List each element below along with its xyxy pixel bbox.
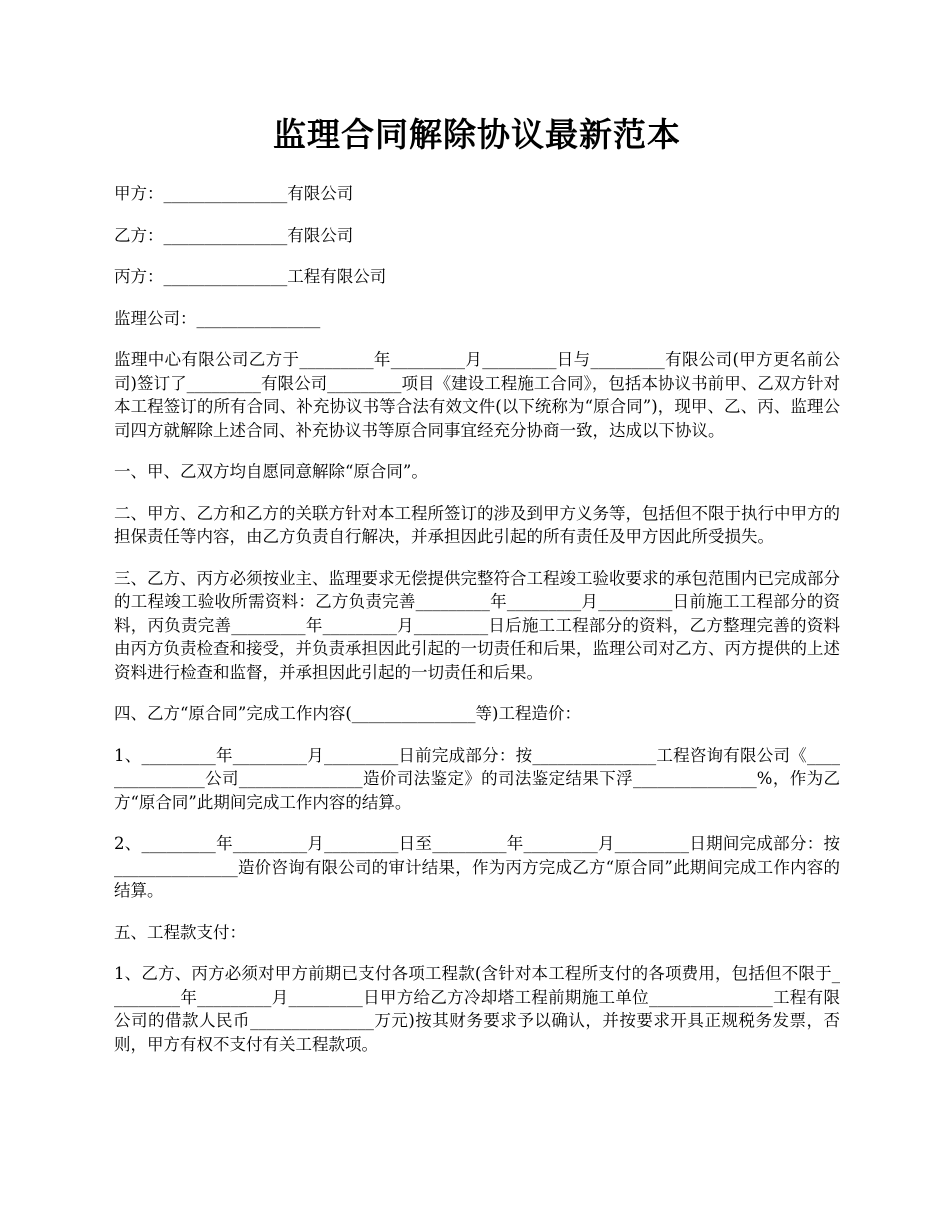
clause-3: 三、乙方、丙方必须按业主、监理要求无偿提供完整符合工程竣工验收要求的承包范围内已完成部分的工程竣工验收所需资料：乙方负责完善_________年_________月_________日前施工工程部分的资料，丙负责完善_________年_________月_________日后施工工程部分的资料，乙方整理完善的资料由丙方负责检查和接受，并负责承担因此引起的一切责任和后果，监理公司对乙方、丙方提供的上述资料进行检查和监督，并承担因此引起的一切责任和后果。 [114,568,840,682]
clause-4-item-2: 2、_________年_________月_________日至_________年_________月_________日期间完成部分：按_______________造价咨询有限公司的审计结果，作为丙方完成乙方“原合同”此期间完成工作内容的结算。 [114,834,840,900]
party-b-line: 乙方：_______________有限公司 [114,225,354,245]
document-title: 监理合同解除协议最新范本 [273,115,681,154]
supervisor-line: 监理公司：_______________ [114,308,321,328]
preamble-paragraph: 监理中心有限公司乙方于_________年_________月_________日与_________有限公司(甲方更名前公司)签订了_________有限公司_________项目《建设工程施工合同》，包括本协议书前甲、乙双方针对本工程签订的所有合同、补充协议书等合法有效文件(以下统称为“原合同”)，现甲、乙、丙、监理公司四方就解除上述合同、补充协议书等原合同事宜经充分协商一致，达成以下协议。 [114,350,840,440]
party-a-line: 甲方：_______________有限公司 [114,184,354,203]
document-page [114,110,840,1074]
clause-4-item-1: 1、_________年_________月_________日前完成部分：按_______________工程咨询有限公司《_______________公司_______________造价司法鉴定》的司法鉴定结果下浮_______________%，作为乙方“原合同”此期间完成工作内容的结算。 [114,745,840,812]
clause-4: 四、乙方“原合同”完成工作内容(_______________等)工程造价： [114,704,581,723]
clause-2: 二、甲方、乙方和乙方的关联方针对本工程所签订的涉及到甲方义务等，包括但不限于执行中甲方的担保责任等内容，由乙方负责自行解决，并承担因此引起的所有责任及甲方因此所受损失。 [114,503,840,546]
clause-5: 五、工程款支付： [114,922,246,942]
clause-1: 一、甲、乙双方均自愿同意解除“原合同”。 [114,462,428,481]
party-c-line: 丙方：_______________工程有限公司 [114,267,387,286]
clause-5-item-1: 1、乙方、丙方必须对甲方前期已支付各项工程款(含针对本工程所支付的各项费用，包括但不限于_________年_________月_________日甲方给乙方冷却塔工程前期施工单位_______________工程有限公司的借款人民币_______________万元)按其财务要求予以确认，并按要求开具正规税务发票，否则，甲方有权不支付有关工程款项。 [114,964,840,1054]
